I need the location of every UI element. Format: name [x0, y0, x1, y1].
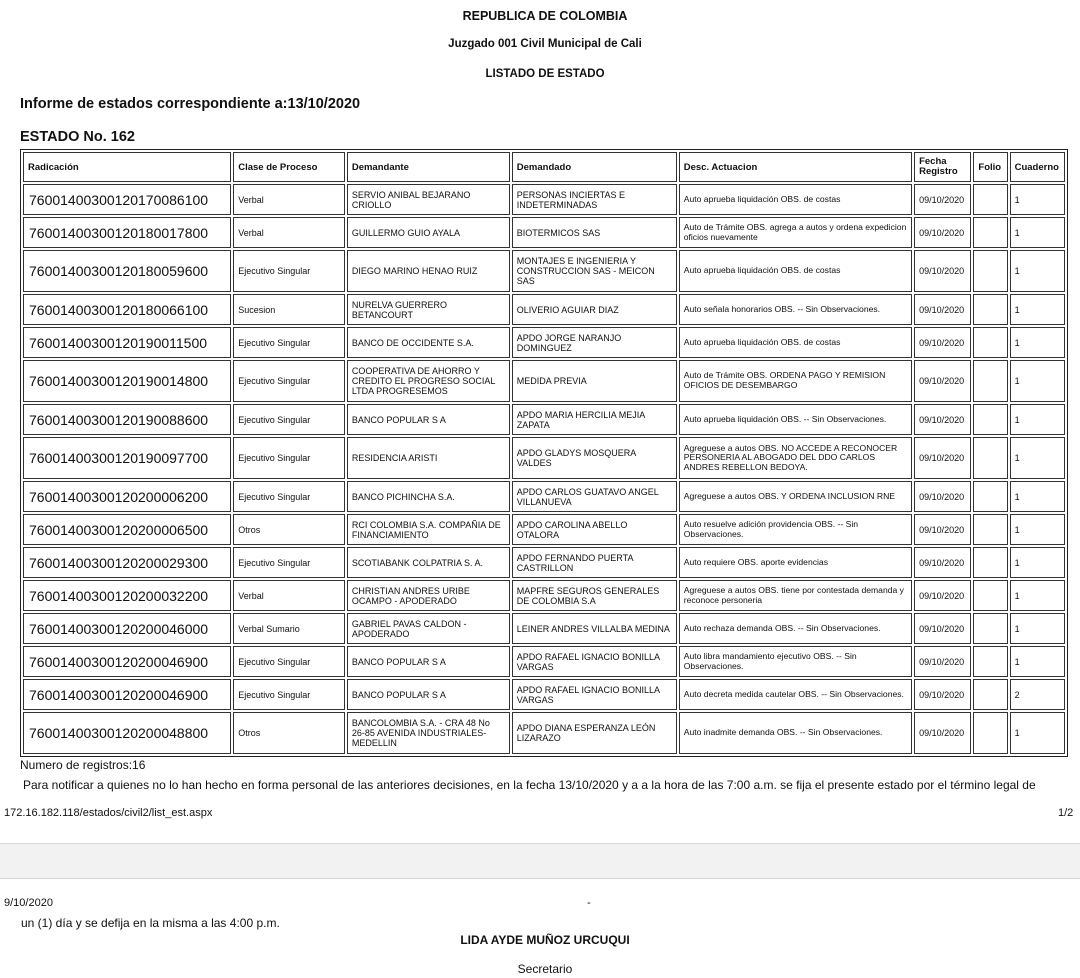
col-folio: Folio — [973, 152, 1007, 182]
cell-demandado: APDO DIANA ESPERANZA LEÓN LIZARAZO — [512, 712, 677, 754]
cell-fecha: 09/10/2020 — [914, 646, 971, 677]
col-actuacion: Desc. Actuacion — [679, 152, 912, 182]
cell-folio — [973, 184, 1007, 215]
table-row — [23, 514, 1065, 545]
cell-fecha: 09/10/2020 — [914, 580, 971, 611]
cell-radicacion: 76001400300120200029300 — [23, 547, 231, 578]
cell-clase: Verbal — [233, 184, 345, 215]
firmante-cargo: Secretario — [517, 962, 573, 976]
cell-cuaderno: 1 — [1010, 437, 1065, 479]
cell-cuaderno: 1 — [1010, 327, 1065, 358]
cell-demandado: APDO JORGE NARANJO DOMINGUEZ — [512, 327, 677, 358]
cell-folio — [973, 360, 1007, 402]
cell-cuaderno: 1 — [1010, 514, 1065, 545]
estados-table — [20, 149, 1068, 757]
cell-clase: Verbal Sumario — [233, 613, 345, 644]
cell-folio — [973, 294, 1007, 325]
cell-demandante: GABRIEL PAVAS CALDON - APODERADO — [347, 613, 510, 644]
cell-demandante: BANCO DE OCCIDENTE S.A. — [347, 327, 510, 358]
cell-actuacion: Auto señala honorarios OBS. -- Sin Observaciones. — [679, 294, 912, 325]
cell-radicacion: 76001400300120180017800 — [23, 217, 231, 248]
cell-fecha: 09/10/2020 — [914, 679, 971, 710]
cell-folio — [973, 437, 1007, 479]
cell-fecha: 09/10/2020 — [914, 327, 971, 358]
cell-radicacion: 76001400300120200046900 — [23, 646, 231, 677]
cell-fecha: 09/10/2020 — [914, 481, 971, 512]
cell-radicacion: 76001400300120180059600 — [23, 250, 231, 292]
cell-fecha: 09/10/2020 — [914, 250, 971, 292]
cell-radicacion: 76001400300120190097700 — [23, 437, 231, 479]
cell-folio — [973, 217, 1007, 248]
cell-demandante: DIEGO MARINO HENAO RUIZ — [347, 250, 510, 292]
header-court: Juzgado 001 Civil Municipal de Cali — [448, 38, 642, 50]
cell-demandado: OLIVERIO AGUIAR DIAZ — [512, 294, 677, 325]
firmante-name: LIDA AYDE MUÑOZ URCUQUI — [460, 933, 630, 947]
cell-cuaderno: 1 — [1010, 217, 1065, 248]
cell-demandante: BANCOLOMBIA S.A. - CRA 48 No 26-85 AVENIDA INDUSTRIALES- MEDELLIN — [347, 712, 510, 754]
table-row — [23, 481, 1065, 512]
cell-actuacion: Auto resuelve adición providencia OBS. -- Sin Observaciones. — [679, 514, 912, 545]
cell-clase: Ejecutivo Singular — [233, 250, 345, 292]
table-row — [23, 360, 1065, 402]
table-row — [23, 184, 1065, 215]
col-demandado: Demandado — [512, 152, 677, 182]
cell-cuaderno: 1 — [1010, 712, 1065, 754]
cell-fecha: 09/10/2020 — [914, 217, 971, 248]
cell-demandante: SERVIO ANIBAL BEJARANO CRIOLLO — [347, 184, 510, 215]
cell-demandante: RCI COLOMBIA S.A. COMPAÑIA DE FINANCIAMIENTO — [347, 514, 510, 545]
cell-demandante: COOPERATIVA DE AHORRO Y CREDITO EL PROGRESO SOCIAL LTDA PROGRESEMOS — [347, 360, 510, 402]
col-demandante: Demandante — [347, 152, 510, 182]
cell-actuacion: Auto de Trámite OBS. ORDENA PAGO Y REMISION OFICIOS DE DESEMBARGO — [679, 360, 912, 402]
cell-radicacion: 76001400300120190011500 — [23, 327, 231, 358]
cell-radicacion: 76001400300120170086100 — [23, 184, 231, 215]
table-row — [23, 250, 1065, 292]
cell-cuaderno: 1 — [1010, 294, 1065, 325]
table-header-row — [23, 152, 1065, 182]
cell-demandado: MONTAJES E INGENIERIA Y CONSTRUCCION SAS - MEICON SAS — [512, 250, 677, 292]
cell-radicacion: 76001400300120200046900 — [23, 679, 231, 710]
cell-demandado: BIOTERMICOS SAS — [512, 217, 677, 248]
cell-demandante: BANCO POPULAR S A — [347, 646, 510, 677]
cell-clase: Ejecutivo Singular — [233, 679, 345, 710]
cell-folio — [973, 712, 1007, 754]
cell-folio — [973, 514, 1007, 545]
cell-radicacion: 76001400300120200048800 — [23, 712, 231, 754]
cell-radicacion: 76001400300120180066100 — [23, 294, 231, 325]
cell-folio — [973, 580, 1007, 611]
cell-fecha: 09/10/2020 — [914, 437, 971, 479]
cell-folio — [973, 327, 1007, 358]
table-row — [23, 217, 1065, 248]
cell-actuacion: Auto inadmite demanda OBS. -- Sin Observaciones. — [679, 712, 912, 754]
header-country: REPUBLICA DE COLOMBIA — [462, 9, 628, 23]
cell-folio — [973, 679, 1007, 710]
cell-clase: Ejecutivo Singular — [233, 646, 345, 677]
table-row — [23, 437, 1065, 479]
cell-cuaderno: 1 — [1010, 481, 1065, 512]
cell-fecha: 09/10/2020 — [914, 712, 971, 754]
cell-demandado: APDO RAFAEL IGNACIO BONILLA VARGAS — [512, 679, 677, 710]
cell-fecha: 09/10/2020 — [914, 547, 971, 578]
estado-number: ESTADO No. 162 — [20, 129, 135, 145]
notificacion-text: Para notificar a quienes no lo han hecho en forma personal de las anteriores decisiones, en la fecha 13/10/2020 y a a la hora de las 7:00 a.m. se fija el presente estado por el término legal de — [23, 778, 1036, 792]
cell-folio — [973, 646, 1007, 677]
cell-demandante: BANCO POPULAR S A — [347, 404, 510, 435]
table-row — [23, 613, 1065, 644]
cell-demandado: APDO MARIA HERCILIA MEJIA ZAPATA — [512, 404, 677, 435]
cell-actuacion: Agreguese a autos OBS. NO ACCEDE A RECONOCER PERSONERIA AL ABOGADO DEL DDO CARLOS ANDRES REBELLON BEDOYA. — [679, 437, 912, 479]
cell-fecha: 09/10/2020 — [914, 184, 971, 215]
cell-actuacion: Auto requiere OBS. aporte evidencias — [679, 547, 912, 578]
cell-fecha: 09/10/2020 — [914, 514, 971, 545]
cell-folio — [973, 613, 1007, 644]
col-cuaderno: Cuaderno — [1010, 152, 1065, 182]
cell-radicacion: 76001400300120200006500 — [23, 514, 231, 545]
cell-folio — [973, 250, 1007, 292]
cell-radicacion: 76001400300120190088600 — [23, 404, 231, 435]
table-row — [23, 327, 1065, 358]
cell-demandado: APDO GLADYS MOSQUERA VALDES — [512, 437, 677, 479]
table-row — [23, 294, 1065, 325]
cell-demandante: NURELVA GUERRERO BETANCOURT — [347, 294, 510, 325]
cell-actuacion: Agreguese a autos OBS. tiene por contestada demanda y reconoce personeria — [679, 580, 912, 611]
table-row — [23, 404, 1065, 435]
page-url: 172.16.182.118/estados/civil2/list_est.aspx — [4, 807, 213, 819]
cell-cuaderno: 1 — [1010, 404, 1065, 435]
cell-cuaderno: 1 — [1010, 250, 1065, 292]
cell-cuaderno: 1 — [1010, 184, 1065, 215]
cell-demandado: APDO RAFAEL IGNACIO BONILLA VARGAS — [512, 646, 677, 677]
cell-demandante: BANCO PICHINCHA S.A. — [347, 481, 510, 512]
cell-actuacion: Auto aprueba liquidación OBS. de costas — [679, 184, 912, 215]
cell-cuaderno: 1 — [1010, 580, 1065, 611]
cell-demandante: GUILLERMO GUIO AYALA — [347, 217, 510, 248]
cell-folio — [973, 404, 1007, 435]
cell-actuacion: Auto rechaza demanda OBS. -- Sin Observaciones. — [679, 613, 912, 644]
cell-clase: Verbal — [233, 217, 345, 248]
cell-clase: Verbal — [233, 580, 345, 611]
cell-actuacion: Auto aprueba liquidación OBS. de costas — [679, 327, 912, 358]
col-radicacion: Radicación — [23, 152, 231, 182]
cell-cuaderno: 2 — [1010, 679, 1065, 710]
continuacion-text: un (1) día y se defija en la misma a las 4:00 p.m. — [21, 916, 280, 930]
page-break-gap — [0, 843, 1080, 879]
cell-fecha: 09/10/2020 — [914, 360, 971, 402]
cell-folio — [973, 481, 1007, 512]
cell-clase: Ejecutivo Singular — [233, 547, 345, 578]
cell-demandante: RESIDENCIA ARISTI — [347, 437, 510, 479]
cell-actuacion: Auto aprueba liquidación OBS. -- Sin Observaciones. — [679, 404, 912, 435]
cell-fecha: 09/10/2020 — [914, 613, 971, 644]
table-row — [23, 646, 1065, 677]
page2-date: 9/10/2020 — [4, 897, 53, 909]
cell-demandante: CHRISTIAN ANDRES URIBE OCAMPO - APODERADO — [347, 580, 510, 611]
cell-actuacion: Auto de Trámite OBS. agrega a autos y ordena expedicion oficios nuevamente — [679, 217, 912, 248]
cell-clase: Ejecutivo Singular — [233, 404, 345, 435]
cell-clase: Otros — [233, 712, 345, 754]
cell-actuacion: Auto decreta medida cautelar OBS. -- Sin Observaciones. — [679, 679, 912, 710]
cell-demandado: APDO CARLOS GUATAVO ANGEL VILLANUEVA — [512, 481, 677, 512]
cell-fecha: 09/10/2020 — [914, 294, 971, 325]
cell-clase: Ejecutivo Singular — [233, 327, 345, 358]
cell-demandado: MAPFRE SEGUROS GENERALES DE COLOMBIA S.A — [512, 580, 677, 611]
informe-title: Informe de estados correspondiente a:13/10/2020 — [20, 96, 361, 112]
cell-demandado: MEDIDA PREVIA — [512, 360, 677, 402]
cell-actuacion: Agreguese a autos OBS. Y ORDENA INCLUSION RNE — [679, 481, 912, 512]
cell-demandado: PERSONAS INCIERTAS E INDETERMINADAS — [512, 184, 677, 215]
cell-radicacion: 76001400300120200006200 — [23, 481, 231, 512]
cell-demandante: BANCO POPULAR S A — [347, 679, 510, 710]
col-fecha: Fecha Registro — [914, 152, 971, 182]
cell-cuaderno: 1 — [1010, 547, 1065, 578]
cell-clase: Sucesion — [233, 294, 345, 325]
table-row — [23, 712, 1065, 754]
table-row — [23, 580, 1065, 611]
numero-registros: Numero de registros:16 — [20, 758, 146, 772]
cell-radicacion: 76001400300120190014800 — [23, 360, 231, 402]
cell-demandado: APDO CAROLINA ABELLO OTALORA — [512, 514, 677, 545]
page-number: 1/2 — [1058, 807, 1074, 819]
cell-clase: Ejecutivo Singular — [233, 437, 345, 479]
cell-cuaderno: 1 — [1010, 613, 1065, 644]
cell-clase: Ejecutivo Singular — [233, 481, 345, 512]
cell-demandante: SCOTIABANK COLPATRIA S. A. — [347, 547, 510, 578]
page2-mark: - — [587, 897, 591, 909]
table-row — [23, 547, 1065, 578]
cell-clase: Ejecutivo Singular — [233, 360, 345, 402]
cell-cuaderno: 1 — [1010, 360, 1065, 402]
cell-radicacion: 76001400300120200032200 — [23, 580, 231, 611]
cell-cuaderno: 1 — [1010, 646, 1065, 677]
cell-demandado: LEINER ANDRES VILLALBA MEDINA — [512, 613, 677, 644]
col-clase: Clase de Proceso — [233, 152, 345, 182]
header-list-title: LISTADO DE ESTADO — [485, 68, 605, 80]
cell-actuacion: Auto libra mandamiento ejecutivo OBS. -- Sin Observaciones. — [679, 646, 912, 677]
cell-actuacion: Auto aprueba liquidación OBS. de costas — [679, 250, 912, 292]
cell-demandado: APDO FERNANDO PUERTA CASTRILLON — [512, 547, 677, 578]
table-row — [23, 679, 1065, 710]
cell-fecha: 09/10/2020 — [914, 404, 971, 435]
cell-clase: Otros — [233, 514, 345, 545]
cell-radicacion: 76001400300120200046000 — [23, 613, 231, 644]
cell-folio — [973, 547, 1007, 578]
